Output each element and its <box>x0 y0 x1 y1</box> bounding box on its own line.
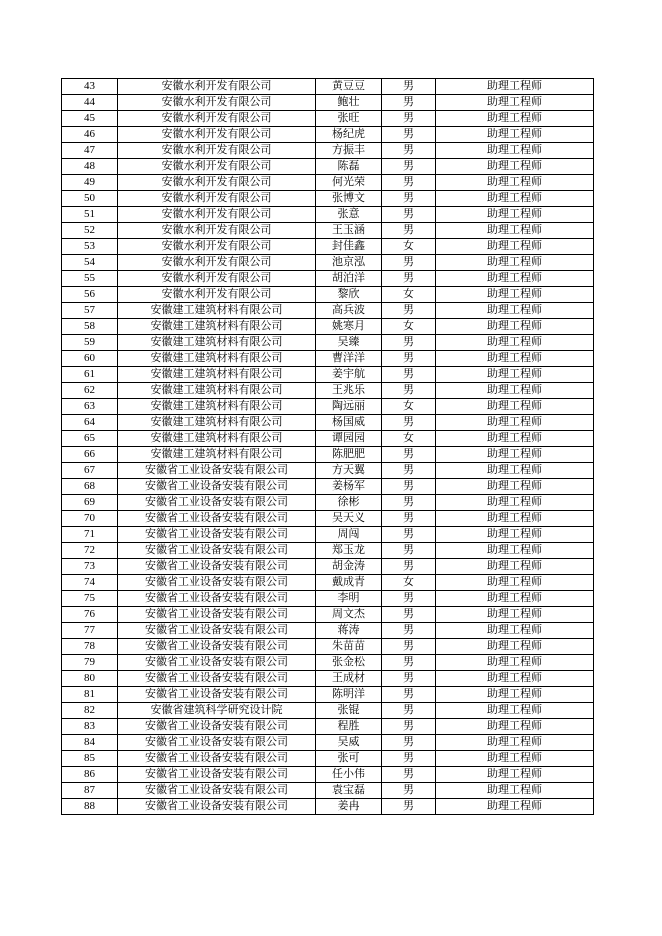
cell-company: 安徽省建筑科学研究设计院 <box>118 703 316 719</box>
cell-no: 63 <box>62 399 118 415</box>
cell-company: 安徽建工建筑材料有限公司 <box>118 431 316 447</box>
cell-title: 助理工程师 <box>436 303 594 319</box>
cell-company: 安徽省工业设备安装有限公司 <box>118 543 316 559</box>
table-row <box>62 591 594 607</box>
cell-gender: 男 <box>382 79 436 95</box>
cell-name: 杨国威 <box>316 415 382 431</box>
cell-no: 58 <box>62 319 118 335</box>
cell-no: 71 <box>62 527 118 543</box>
cell-name: 张锟 <box>316 703 382 719</box>
table-row <box>62 351 594 367</box>
table-row <box>62 607 594 623</box>
cell-gender: 男 <box>382 383 436 399</box>
cell-no: 84 <box>62 735 118 751</box>
cell-name: 张博文 <box>316 191 382 207</box>
cell-title: 助理工程师 <box>436 527 594 543</box>
cell-company: 安徽水利开发有限公司 <box>118 127 316 143</box>
table-row <box>62 511 594 527</box>
cell-no: 66 <box>62 447 118 463</box>
cell-company: 安徽建工建筑材料有限公司 <box>118 335 316 351</box>
cell-gender: 男 <box>382 703 436 719</box>
cell-name: 杨纪虎 <box>316 127 382 143</box>
cell-no: 68 <box>62 479 118 495</box>
cell-title: 助理工程师 <box>436 463 594 479</box>
cell-company: 安徽建工建筑材料有限公司 <box>118 351 316 367</box>
cell-company: 安徽建工建筑材料有限公司 <box>118 447 316 463</box>
cell-name: 戴成青 <box>316 575 382 591</box>
cell-title: 助理工程师 <box>436 495 594 511</box>
cell-company: 安徽省工业设备安装有限公司 <box>118 719 316 735</box>
cell-no: 52 <box>62 223 118 239</box>
cell-no: 83 <box>62 719 118 735</box>
cell-company: 安徽省工业设备安装有限公司 <box>118 735 316 751</box>
cell-no: 43 <box>62 79 118 95</box>
table-row <box>62 463 594 479</box>
cell-gender: 女 <box>382 575 436 591</box>
cell-name: 黎欣 <box>316 287 382 303</box>
cell-gender: 男 <box>382 623 436 639</box>
cell-company: 安徽省工业设备安装有限公司 <box>118 655 316 671</box>
cell-gender: 男 <box>382 527 436 543</box>
cell-name: 张旺 <box>316 111 382 127</box>
cell-no: 73 <box>62 559 118 575</box>
cell-gender: 男 <box>382 159 436 175</box>
cell-gender: 男 <box>382 799 436 815</box>
cell-gender: 男 <box>382 351 436 367</box>
cell-no: 74 <box>62 575 118 591</box>
cell-name: 周文杰 <box>316 607 382 623</box>
cell-gender: 男 <box>382 415 436 431</box>
cell-title: 助理工程师 <box>436 271 594 287</box>
cell-company: 安徽建工建筑材料有限公司 <box>118 367 316 383</box>
cell-name: 郑玉龙 <box>316 543 382 559</box>
table-row <box>62 623 594 639</box>
cell-title: 助理工程师 <box>436 143 594 159</box>
cell-company: 安徽省工业设备安装有限公司 <box>118 495 316 511</box>
cell-gender: 男 <box>382 143 436 159</box>
cell-name: 朱苗苗 <box>316 639 382 655</box>
cell-name: 吴天义 <box>316 511 382 527</box>
table-row <box>62 639 594 655</box>
cell-name: 何光荣 <box>316 175 382 191</box>
cell-no: 60 <box>62 351 118 367</box>
cell-title: 助理工程师 <box>436 559 594 575</box>
cell-title: 助理工程师 <box>436 511 594 527</box>
cell-name: 程胜 <box>316 719 382 735</box>
cell-title: 助理工程师 <box>436 191 594 207</box>
cell-no: 86 <box>62 767 118 783</box>
table-row <box>62 527 594 543</box>
table-row <box>62 223 594 239</box>
cell-gender: 男 <box>382 607 436 623</box>
cell-no: 61 <box>62 367 118 383</box>
table-row <box>62 335 594 351</box>
cell-name: 方振丰 <box>316 143 382 159</box>
cell-company: 安徽省工业设备安装有限公司 <box>118 751 316 767</box>
cell-company: 安徽省工业设备安装有限公司 <box>118 575 316 591</box>
cell-name: 徐彬 <box>316 495 382 511</box>
cell-company: 安徽水利开发有限公司 <box>118 159 316 175</box>
table-row <box>62 447 594 463</box>
cell-no: 59 <box>62 335 118 351</box>
cell-title: 助理工程师 <box>436 735 594 751</box>
cell-title: 助理工程师 <box>436 607 594 623</box>
cell-no: 62 <box>62 383 118 399</box>
cell-gender: 男 <box>382 95 436 111</box>
cell-name: 方天翼 <box>316 463 382 479</box>
cell-title: 助理工程师 <box>436 671 594 687</box>
cell-no: 78 <box>62 639 118 655</box>
cell-gender: 男 <box>382 543 436 559</box>
cell-company: 安徽省工业设备安装有限公司 <box>118 463 316 479</box>
cell-gender: 男 <box>382 495 436 511</box>
cell-no: 55 <box>62 271 118 287</box>
cell-company: 安徽水利开发有限公司 <box>118 143 316 159</box>
cell-name: 封佳鑫 <box>316 239 382 255</box>
cell-gender: 男 <box>382 559 436 575</box>
table-row <box>62 95 594 111</box>
cell-title: 助理工程师 <box>436 111 594 127</box>
cell-no: 88 <box>62 799 118 815</box>
cell-no: 65 <box>62 431 118 447</box>
table-row <box>62 431 594 447</box>
cell-gender: 男 <box>382 655 436 671</box>
cell-gender: 男 <box>382 783 436 799</box>
table-row <box>62 575 594 591</box>
cell-gender: 男 <box>382 751 436 767</box>
cell-company: 安徽省工业设备安装有限公司 <box>118 479 316 495</box>
cell-name: 胡泊洋 <box>316 271 382 287</box>
cell-name: 张可 <box>316 751 382 767</box>
cell-company: 安徽省工业设备安装有限公司 <box>118 767 316 783</box>
cell-title: 助理工程师 <box>436 223 594 239</box>
cell-name: 姚寒月 <box>316 319 382 335</box>
cell-company: 安徽水利开发有限公司 <box>118 239 316 255</box>
cell-name: 周闯 <box>316 527 382 543</box>
cell-gender: 女 <box>382 239 436 255</box>
table-row <box>62 735 594 751</box>
cell-company: 安徽水利开发有限公司 <box>118 111 316 127</box>
cell-gender: 男 <box>382 463 436 479</box>
cell-name: 陈肥肥 <box>316 447 382 463</box>
cell-name: 黄豆豆 <box>316 79 382 95</box>
cell-company: 安徽建工建筑材料有限公司 <box>118 303 316 319</box>
cell-title: 助理工程师 <box>436 335 594 351</box>
cell-title: 助理工程师 <box>436 255 594 271</box>
cell-company: 安徽省工业设备安装有限公司 <box>118 623 316 639</box>
cell-no: 87 <box>62 783 118 799</box>
cell-company: 安徽省工业设备安装有限公司 <box>118 783 316 799</box>
table-row <box>62 175 594 191</box>
cell-no: 50 <box>62 191 118 207</box>
cell-company: 安徽水利开发有限公司 <box>118 223 316 239</box>
cell-name: 王兆乐 <box>316 383 382 399</box>
cell-name: 吴威 <box>316 735 382 751</box>
cell-gender: 女 <box>382 399 436 415</box>
cell-gender: 男 <box>382 479 436 495</box>
table-row <box>62 559 594 575</box>
cell-gender: 男 <box>382 335 436 351</box>
cell-no: 76 <box>62 607 118 623</box>
cell-company: 安徽建工建筑材料有限公司 <box>118 319 316 335</box>
cell-title: 助理工程师 <box>436 399 594 415</box>
cell-company: 安徽水利开发有限公司 <box>118 95 316 111</box>
cell-title: 助理工程师 <box>436 367 594 383</box>
cell-title: 助理工程师 <box>436 543 594 559</box>
cell-no: 67 <box>62 463 118 479</box>
cell-no: 75 <box>62 591 118 607</box>
table-row <box>62 111 594 127</box>
cell-name: 吴臻 <box>316 335 382 351</box>
cell-title: 助理工程师 <box>436 127 594 143</box>
cell-no: 82 <box>62 703 118 719</box>
cell-title: 助理工程师 <box>436 623 594 639</box>
cell-name: 姜宇航 <box>316 367 382 383</box>
table-row <box>62 287 594 303</box>
table-row <box>62 239 594 255</box>
cell-gender: 男 <box>382 719 436 735</box>
cell-name: 张金松 <box>316 655 382 671</box>
cell-title: 助理工程师 <box>436 431 594 447</box>
table-row <box>62 495 594 511</box>
cell-title: 助理工程师 <box>436 207 594 223</box>
cell-name: 李明 <box>316 591 382 607</box>
cell-title: 助理工程师 <box>436 479 594 495</box>
cell-gender: 男 <box>382 511 436 527</box>
table-row <box>62 799 594 815</box>
table-row <box>62 479 594 495</box>
cell-gender: 男 <box>382 639 436 655</box>
table-row <box>62 127 594 143</box>
cell-no: 57 <box>62 303 118 319</box>
cell-title: 助理工程师 <box>436 703 594 719</box>
cell-title: 助理工程师 <box>436 351 594 367</box>
cell-title: 助理工程师 <box>436 239 594 255</box>
cell-gender: 男 <box>382 271 436 287</box>
cell-name: 陈明洋 <box>316 687 382 703</box>
cell-title: 助理工程师 <box>436 639 594 655</box>
table-row <box>62 671 594 687</box>
cell-title: 助理工程师 <box>436 783 594 799</box>
cell-company: 安徽省工业设备安装有限公司 <box>118 607 316 623</box>
cell-gender: 女 <box>382 319 436 335</box>
cell-title: 助理工程师 <box>436 319 594 335</box>
cell-gender: 男 <box>382 671 436 687</box>
cell-gender: 男 <box>382 303 436 319</box>
cell-name: 张意 <box>316 207 382 223</box>
cell-company: 安徽水利开发有限公司 <box>118 255 316 271</box>
cell-name: 姜冉 <box>316 799 382 815</box>
table-row <box>62 303 594 319</box>
cell-name: 鲍壮 <box>316 95 382 111</box>
cell-title: 助理工程师 <box>436 655 594 671</box>
cell-gender: 男 <box>382 111 436 127</box>
cell-company: 安徽水利开发有限公司 <box>118 287 316 303</box>
cell-title: 助理工程师 <box>436 415 594 431</box>
cell-no: 44 <box>62 95 118 111</box>
cell-name: 王成材 <box>316 671 382 687</box>
cell-gender: 男 <box>382 175 436 191</box>
table-row <box>62 783 594 799</box>
cell-title: 助理工程师 <box>436 767 594 783</box>
cell-title: 助理工程师 <box>436 799 594 815</box>
employee-roster-body <box>62 79 594 815</box>
cell-title: 助理工程师 <box>436 175 594 191</box>
cell-title: 助理工程师 <box>436 383 594 399</box>
table-row <box>62 415 594 431</box>
cell-gender: 男 <box>382 127 436 143</box>
table-row <box>62 655 594 671</box>
cell-title: 助理工程师 <box>436 287 594 303</box>
cell-gender: 女 <box>382 287 436 303</box>
cell-no: 72 <box>62 543 118 559</box>
table-row <box>62 543 594 559</box>
cell-no: 48 <box>62 159 118 175</box>
cell-gender: 女 <box>382 431 436 447</box>
cell-company: 安徽水利开发有限公司 <box>118 191 316 207</box>
employee-roster-table <box>61 78 594 815</box>
cell-name: 任小伟 <box>316 767 382 783</box>
cell-no: 64 <box>62 415 118 431</box>
cell-company: 安徽省工业设备安装有限公司 <box>118 671 316 687</box>
table-row <box>62 383 594 399</box>
cell-no: 70 <box>62 511 118 527</box>
cell-gender: 男 <box>382 255 436 271</box>
cell-company: 安徽建工建筑材料有限公司 <box>118 399 316 415</box>
cell-name: 陈磊 <box>316 159 382 175</box>
cell-gender: 男 <box>382 367 436 383</box>
cell-title: 助理工程师 <box>436 751 594 767</box>
table-row <box>62 207 594 223</box>
cell-name: 胡金涛 <box>316 559 382 575</box>
cell-no: 85 <box>62 751 118 767</box>
table-row <box>62 687 594 703</box>
cell-title: 助理工程师 <box>436 719 594 735</box>
cell-no: 81 <box>62 687 118 703</box>
table-row <box>62 399 594 415</box>
table-row <box>62 255 594 271</box>
cell-title: 助理工程师 <box>436 447 594 463</box>
table-row <box>62 191 594 207</box>
cell-company: 安徽省工业设备安装有限公司 <box>118 527 316 543</box>
cell-gender: 男 <box>382 223 436 239</box>
cell-gender: 男 <box>382 591 436 607</box>
cell-title: 助理工程师 <box>436 79 594 95</box>
cell-gender: 男 <box>382 767 436 783</box>
cell-company: 安徽省工业设备安装有限公司 <box>118 799 316 815</box>
cell-no: 45 <box>62 111 118 127</box>
cell-gender: 男 <box>382 207 436 223</box>
cell-title: 助理工程师 <box>436 95 594 111</box>
cell-gender: 男 <box>382 735 436 751</box>
table-row <box>62 159 594 175</box>
cell-company: 安徽省工业设备安装有限公司 <box>118 591 316 607</box>
cell-name: 蒋涛 <box>316 623 382 639</box>
cell-name: 高兵波 <box>316 303 382 319</box>
table-row <box>62 703 594 719</box>
table-row <box>62 751 594 767</box>
cell-company: 安徽省工业设备安装有限公司 <box>118 687 316 703</box>
cell-no: 53 <box>62 239 118 255</box>
cell-company: 安徽水利开发有限公司 <box>118 79 316 95</box>
cell-gender: 男 <box>382 447 436 463</box>
cell-company: 安徽建工建筑材料有限公司 <box>118 383 316 399</box>
table-row <box>62 367 594 383</box>
cell-company: 安徽水利开发有限公司 <box>118 175 316 191</box>
table-row <box>62 319 594 335</box>
cell-no: 54 <box>62 255 118 271</box>
cell-title: 助理工程师 <box>436 687 594 703</box>
cell-name: 陶远丽 <box>316 399 382 415</box>
cell-name: 王玉涵 <box>316 223 382 239</box>
table-row <box>62 79 594 95</box>
cell-company: 安徽省工业设备安装有限公司 <box>118 559 316 575</box>
cell-no: 49 <box>62 175 118 191</box>
cell-title: 助理工程师 <box>436 159 594 175</box>
table-row <box>62 143 594 159</box>
cell-no: 69 <box>62 495 118 511</box>
cell-no: 79 <box>62 655 118 671</box>
cell-company: 安徽水利开发有限公司 <box>118 271 316 287</box>
cell-company: 安徽省工业设备安装有限公司 <box>118 511 316 527</box>
cell-no: 56 <box>62 287 118 303</box>
cell-no: 46 <box>62 127 118 143</box>
cell-no: 77 <box>62 623 118 639</box>
cell-no: 47 <box>62 143 118 159</box>
cell-no: 80 <box>62 671 118 687</box>
cell-name: 袁宝磊 <box>316 783 382 799</box>
cell-title: 助理工程师 <box>436 575 594 591</box>
cell-name: 姜杨军 <box>316 479 382 495</box>
cell-name: 池京泓 <box>316 255 382 271</box>
cell-name: 曹洋洋 <box>316 351 382 367</box>
cell-title: 助理工程师 <box>436 591 594 607</box>
table-row <box>62 767 594 783</box>
table-row <box>62 271 594 287</box>
cell-company: 安徽省工业设备安装有限公司 <box>118 639 316 655</box>
cell-no: 51 <box>62 207 118 223</box>
cell-gender: 男 <box>382 687 436 703</box>
cell-gender: 男 <box>382 191 436 207</box>
cell-name: 谭园园 <box>316 431 382 447</box>
cell-company: 安徽水利开发有限公司 <box>118 207 316 223</box>
cell-company: 安徽建工建筑材料有限公司 <box>118 415 316 431</box>
table-row <box>62 719 594 735</box>
